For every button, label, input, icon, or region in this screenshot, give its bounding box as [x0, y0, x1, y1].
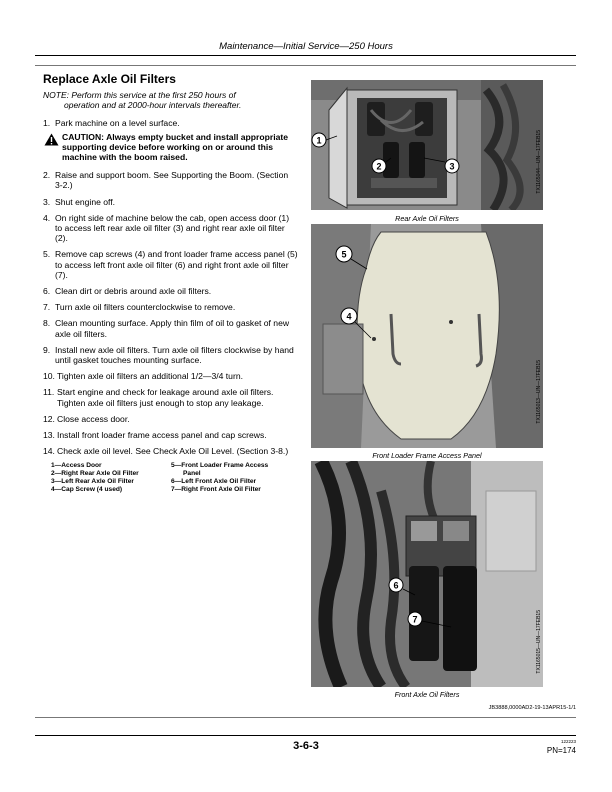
- figure-rear-axle-filters: [311, 80, 543, 210]
- page-pn: PN=174: [546, 746, 576, 755]
- step-14: 14. Check axle oil level. See Check Axle Oil Level. (Section 3-8.): [43, 446, 289, 457]
- steps-list-continued: [43, 170, 298, 456]
- legend-item: 3—Left Rear Axle Oil Filter: [51, 478, 134, 486]
- step-5: 5. Remove cap screws (4) and front loader frame access panel (5) to access left front axle oil filter (6) and right front axle oil filter (7).: [43, 249, 298, 280]
- step-4: 4. On right side of machine below the cab, open access door (1) to access left rear axle oil filter (3) and right rear axle oil filter (2).: [43, 212, 290, 244]
- callout-5: 5: [341, 249, 347, 260]
- legend-item: 4—Cap Screw (4 used): [51, 486, 123, 494]
- figure-id: TX1165015—UN—17FEB15: [536, 610, 542, 674]
- caution-text: CAUTION: Always empty bucket and install appropriate supporting device before working on or around this machine with the boom raised.: [62, 132, 289, 163]
- document-reference: JB3888,0000AD2-19-13APR15-1/1: [488, 705, 576, 711]
- legend-item: 2—Right Rear Axle Oil Filter: [51, 470, 139, 478]
- step-7: 7. Turn axle oil filters counterclockwise to remove.: [43, 302, 236, 313]
- figure-id: TX1165013—UN—17FEB15: [536, 360, 542, 424]
- step-9: 9. Install new axle oil filters. Turn axle oil filters clockwise by hand until gasket touches mounting surface.: [43, 344, 294, 366]
- access-panel-illustration: [311, 224, 543, 448]
- header-rule: [35, 55, 576, 56]
- legend-column-2: [171, 462, 291, 494]
- callout-3: 3: [449, 161, 455, 172]
- figure-caption: Front Loader Frame Access Panel: [372, 451, 482, 460]
- procedure-column: [43, 72, 298, 494]
- running-header: Maintenance—Initial Service—250 Hours: [219, 41, 393, 52]
- legend-item: 1—Access Door: [51, 462, 102, 470]
- callout-2: 2: [376, 161, 382, 172]
- figure-front-axle-filters: [311, 461, 543, 687]
- warning-triangle-icon: [44, 133, 59, 146]
- section-title: Replace Axle Oil Filters: [43, 72, 176, 86]
- note-line-1: NOTE: Perform this service at the first 250 hours of: [43, 90, 236, 100]
- step-12: 12. Close access door.: [43, 413, 130, 424]
- figure-caption: Front Axle Oil Filters: [394, 690, 460, 699]
- step-3: 3. Shut engine off.: [43, 196, 116, 207]
- caution-block: [43, 132, 298, 162]
- step-1: 1. Park machine on a level surface.: [43, 118, 180, 128]
- footer-rule: [35, 735, 576, 736]
- step-11: 11. Start engine and check for leakage around axle oil filters. Tighten axle oil filters just enough to stop any leakage.: [43, 387, 274, 408]
- note-line-2: operation and at 2000-hour intervals thereafter.: [64, 100, 242, 110]
- callout-1: 1: [316, 135, 322, 146]
- step-2: 2. Raise and support boom. See Supporting the Boom. (Section 3-2.): [43, 170, 289, 191]
- legend-item: 7—Right Front Axle Oil Filter: [171, 486, 261, 494]
- step-10: 10. Tighten axle oil filters an additional 1/2—3/4 turn.: [43, 371, 243, 382]
- callout-6: 6: [393, 580, 399, 591]
- parts-legend: [43, 462, 298, 494]
- footer-code: 122223: [560, 739, 576, 744]
- step-8: 8. Clean mounting surface. Apply thin film of oil to gasket of new axle oil filters.: [43, 318, 290, 339]
- note: [43, 90, 298, 110]
- callout-7: 7: [412, 614, 418, 625]
- legend-item: 6—Left Front Axle Oil Filter: [171, 478, 257, 486]
- figure-caption: Rear Axle Oil Filters: [395, 214, 459, 223]
- front-axle-illustration: [311, 461, 543, 687]
- step-6: 6. Clean dirt or debris around axle oil filters.: [43, 286, 212, 297]
- rear-axle-illustration: [311, 80, 543, 210]
- step-13: 13. Install front loader frame access panel and cap screws.: [43, 430, 267, 441]
- figure-id: TX1165044—UN—17FEB15: [536, 130, 542, 194]
- callout-4: 4: [346, 311, 352, 322]
- page-number: 3-6-3: [293, 740, 319, 752]
- legend-item: 5—Front Loader Frame Access: [171, 462, 269, 470]
- legend-column-1: [51, 462, 171, 494]
- legend-item-continued: Panel: [183, 470, 201, 478]
- figure-access-panel: [311, 224, 543, 448]
- steps-list: [43, 118, 298, 128]
